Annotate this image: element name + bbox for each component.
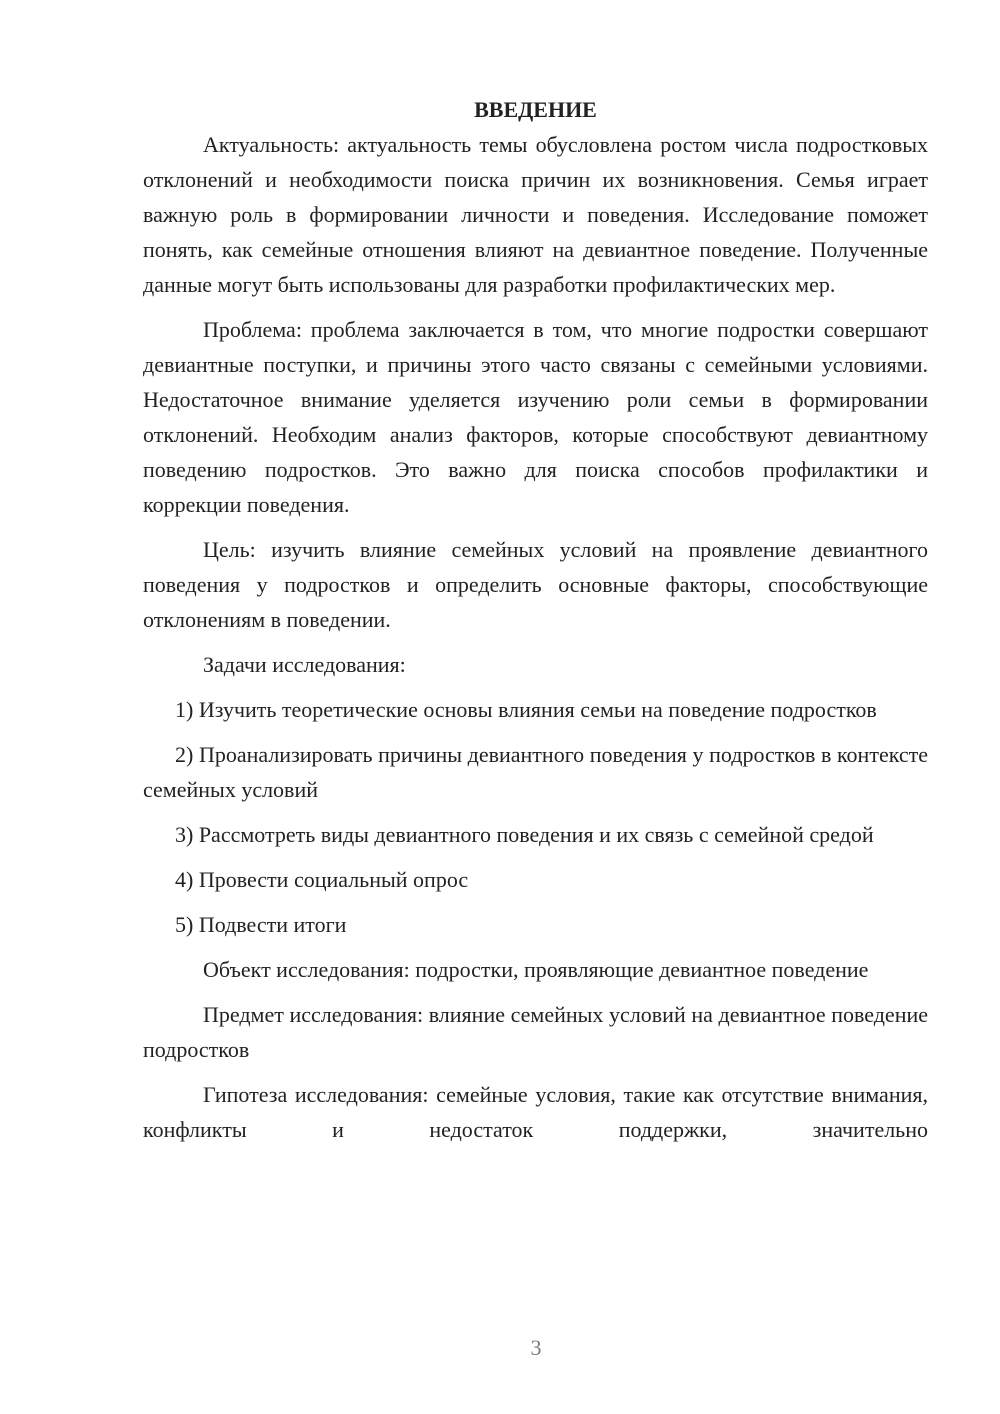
paragraph-problem: Проблема: проблема заключается в том, что многие подростки совершают девиантные поступки, и причины этого часто связаны с семейными условиями. Недостаточное внимание уделяется изучению роли семьи в формировании отклонений. Необходим анализ факторов, которые способствуют девиантному поведению подростков. Это важно для поиска способов профилактики и коррекции поведения.: [143, 317, 928, 517]
page-number: 3: [530, 1335, 542, 1360]
section-title: ВВЕДЕНИЕ: [474, 97, 597, 122]
paragraph-subject: Предмет исследования: влияние семейных условий на девиантное поведение подростков: [143, 1002, 928, 1062]
paragraph-tasks-heading: Задачи исследования:: [203, 652, 406, 677]
paragraph-object: Объект исследования: подростки, проявляющие девиантное поведение: [203, 957, 869, 982]
document-page: [143, 92, 928, 1147]
task-item-3: 3) Рассмотреть виды девиантного поведения и их связь с семейной средой: [175, 822, 874, 847]
paragraph-hypothesis: Гипотеза исследования: семейные условия, такие как отсутствие внимания, конфликты и недостаток поддержки, значительно: [143, 1082, 928, 1142]
task-item-5: 5) Подвести итоги: [175, 912, 347, 937]
task-item-4: 4) Провести социальный опрос: [175, 867, 469, 892]
paragraph-goal: Цель: изучить влияние семейных условий на проявление девиантного поведения у подростков и определить основные факторы, способствующие отклонениям в поведении.: [143, 537, 928, 632]
paragraph-relevance: Актуальность: актуальность темы обусловлена ростом числа подростковых отклонений и необходимости поиска причин их возникновения. Семья играет важную роль в формировании личности и поведения. Исследование поможет понять, как семейные отношения влияют на девиантное поведение. Полученные данные могут быть использованы для разработки профилактических мер.: [143, 132, 928, 297]
task-item-2: 2) Проанализировать причины девиантного поведения у подростков в контексте семейных условий: [143, 742, 928, 802]
task-item-1: 1) Изучить теоретические основы влияния семьи на поведение подростков: [175, 697, 877, 722]
